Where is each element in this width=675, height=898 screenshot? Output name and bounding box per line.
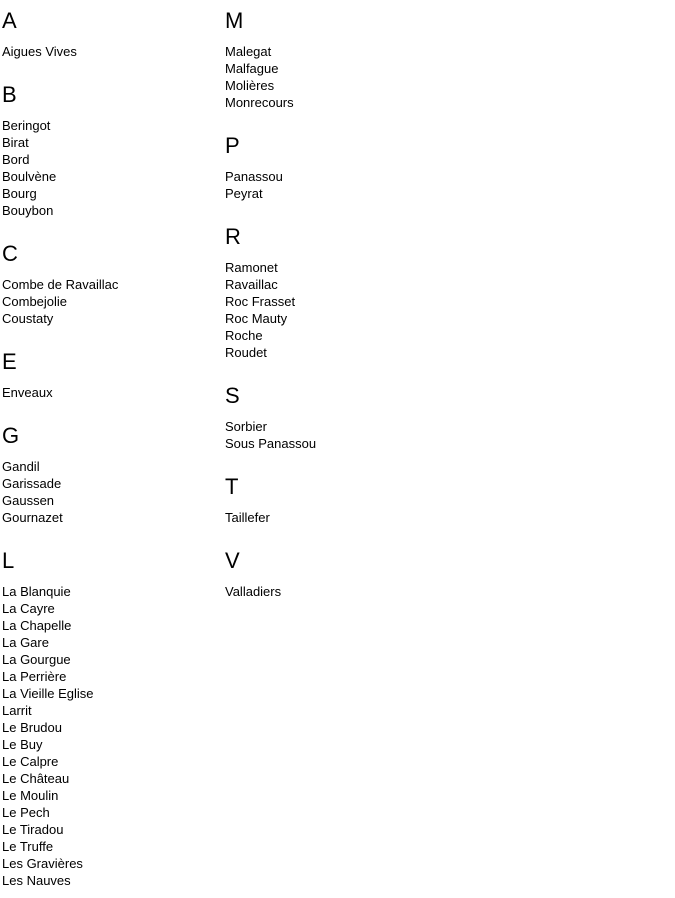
- index-entry: Ravaillac: [225, 277, 278, 292]
- index-entry: Sous Panassou: [225, 436, 317, 451]
- entry-list: [2, 384, 225, 401]
- section-letter-heading: T: [225, 474, 239, 499]
- index-entry: Monrecours: [225, 95, 294, 110]
- index-entry: La Blanquie: [2, 584, 71, 599]
- section-letter-heading: V: [225, 548, 240, 573]
- section-letter-heading: E: [2, 349, 17, 374]
- index-entry: La Chapelle: [2, 618, 72, 633]
- index-entry: Coustaty: [2, 311, 54, 326]
- index-entry: Molières: [225, 78, 275, 93]
- index-entry: Peyrat: [225, 186, 263, 201]
- index-section-b: [2, 82, 225, 219]
- section-letter-heading: B: [2, 82, 17, 107]
- index-entry: Le Truffe: [2, 839, 54, 854]
- index-entry: Malfague: [225, 61, 279, 76]
- section-letter-heading: R: [225, 224, 241, 249]
- index-entry: Birat: [2, 135, 29, 150]
- entry-list: [2, 43, 225, 60]
- section-letter-heading: G: [2, 423, 20, 448]
- section-letter-heading: A: [2, 8, 17, 33]
- index-entry: Ramonet: [225, 260, 278, 275]
- index-entry: Garissade: [2, 476, 62, 491]
- entry-list: [225, 509, 448, 526]
- index-section-c: [2, 241, 225, 327]
- index-entry: Gournazet: [2, 510, 63, 525]
- index-entry: Bouybon: [2, 203, 54, 218]
- index-entry: Le Château: [2, 771, 70, 786]
- index-section-r: [225, 224, 448, 361]
- index-entry: Taillefer: [225, 510, 270, 525]
- index-section-v: [225, 548, 448, 600]
- entry-list: [2, 276, 225, 327]
- entry-list: [2, 458, 225, 526]
- index-entry: Combejolie: [2, 294, 68, 309]
- index-section-t: [225, 474, 448, 526]
- index-entry: Panassou: [225, 169, 283, 184]
- entry-list: [225, 259, 448, 361]
- index-entry: Bord: [2, 152, 30, 167]
- index-entry: Boulvène: [2, 169, 57, 184]
- index-columns: [2, 8, 675, 889]
- index-entry: Le Calpre: [2, 754, 59, 769]
- index-entry: Bourg: [2, 186, 37, 201]
- index-entry: Les Gravières: [2, 856, 83, 871]
- entry-list: [2, 117, 225, 219]
- index-column: [2, 8, 225, 889]
- index-section-g: [2, 423, 225, 526]
- index-entry: La Perrière: [2, 669, 67, 684]
- index-section-e: [2, 349, 225, 401]
- index-entry: Roc Frasset: [225, 294, 296, 309]
- index-column: [225, 8, 448, 600]
- index-entry: Roche: [225, 328, 263, 343]
- index-entry: Le Brudou: [2, 720, 62, 735]
- index-section-s: [225, 383, 448, 452]
- index-entry: Roc Mauty: [225, 311, 288, 326]
- entry-list: [225, 168, 448, 202]
- index-entry: La Gourgue: [2, 652, 71, 667]
- index-entry: Le Buy: [2, 737, 43, 752]
- index-entry: Beringot: [2, 118, 51, 133]
- index-entry: La Vieille Eglise: [2, 686, 94, 701]
- index-entry: Gaussen: [2, 493, 55, 508]
- index-section-p: [225, 133, 448, 202]
- entry-list: [2, 583, 225, 889]
- section-letter-heading: L: [2, 548, 15, 573]
- section-letter-heading: P: [225, 133, 240, 158]
- index-entry: Enveaux: [2, 385, 53, 400]
- index-entry: Le Moulin: [2, 788, 59, 803]
- entry-list: [225, 43, 448, 111]
- index-entry: Larrit: [2, 703, 32, 718]
- entry-list: [225, 583, 448, 600]
- entry-list: [225, 418, 448, 452]
- index-entry: Le Pech: [2, 805, 50, 820]
- section-letter-heading: C: [2, 241, 18, 266]
- index-entry: Valladiers: [225, 584, 282, 599]
- index-entry: Roudet: [225, 345, 267, 360]
- index-entry: Combe de Ravaillac: [2, 277, 119, 292]
- index-entry: Sorbier: [225, 419, 267, 434]
- index-entry: La Gare: [2, 635, 49, 650]
- index-entry: Gandil: [2, 459, 40, 474]
- index-entry: Les Nauves: [2, 873, 71, 888]
- index-section-m: [225, 8, 448, 111]
- index-section-a: [2, 8, 225, 60]
- index-entry: Malegat: [225, 44, 272, 59]
- index-entry: Le Tiradou: [2, 822, 64, 837]
- index-entry: La Cayre: [2, 601, 55, 616]
- index-entry: Aigues Vives: [2, 44, 77, 59]
- section-letter-heading: S: [225, 383, 240, 408]
- index-section-l: [2, 548, 225, 889]
- section-letter-heading: M: [225, 8, 244, 33]
